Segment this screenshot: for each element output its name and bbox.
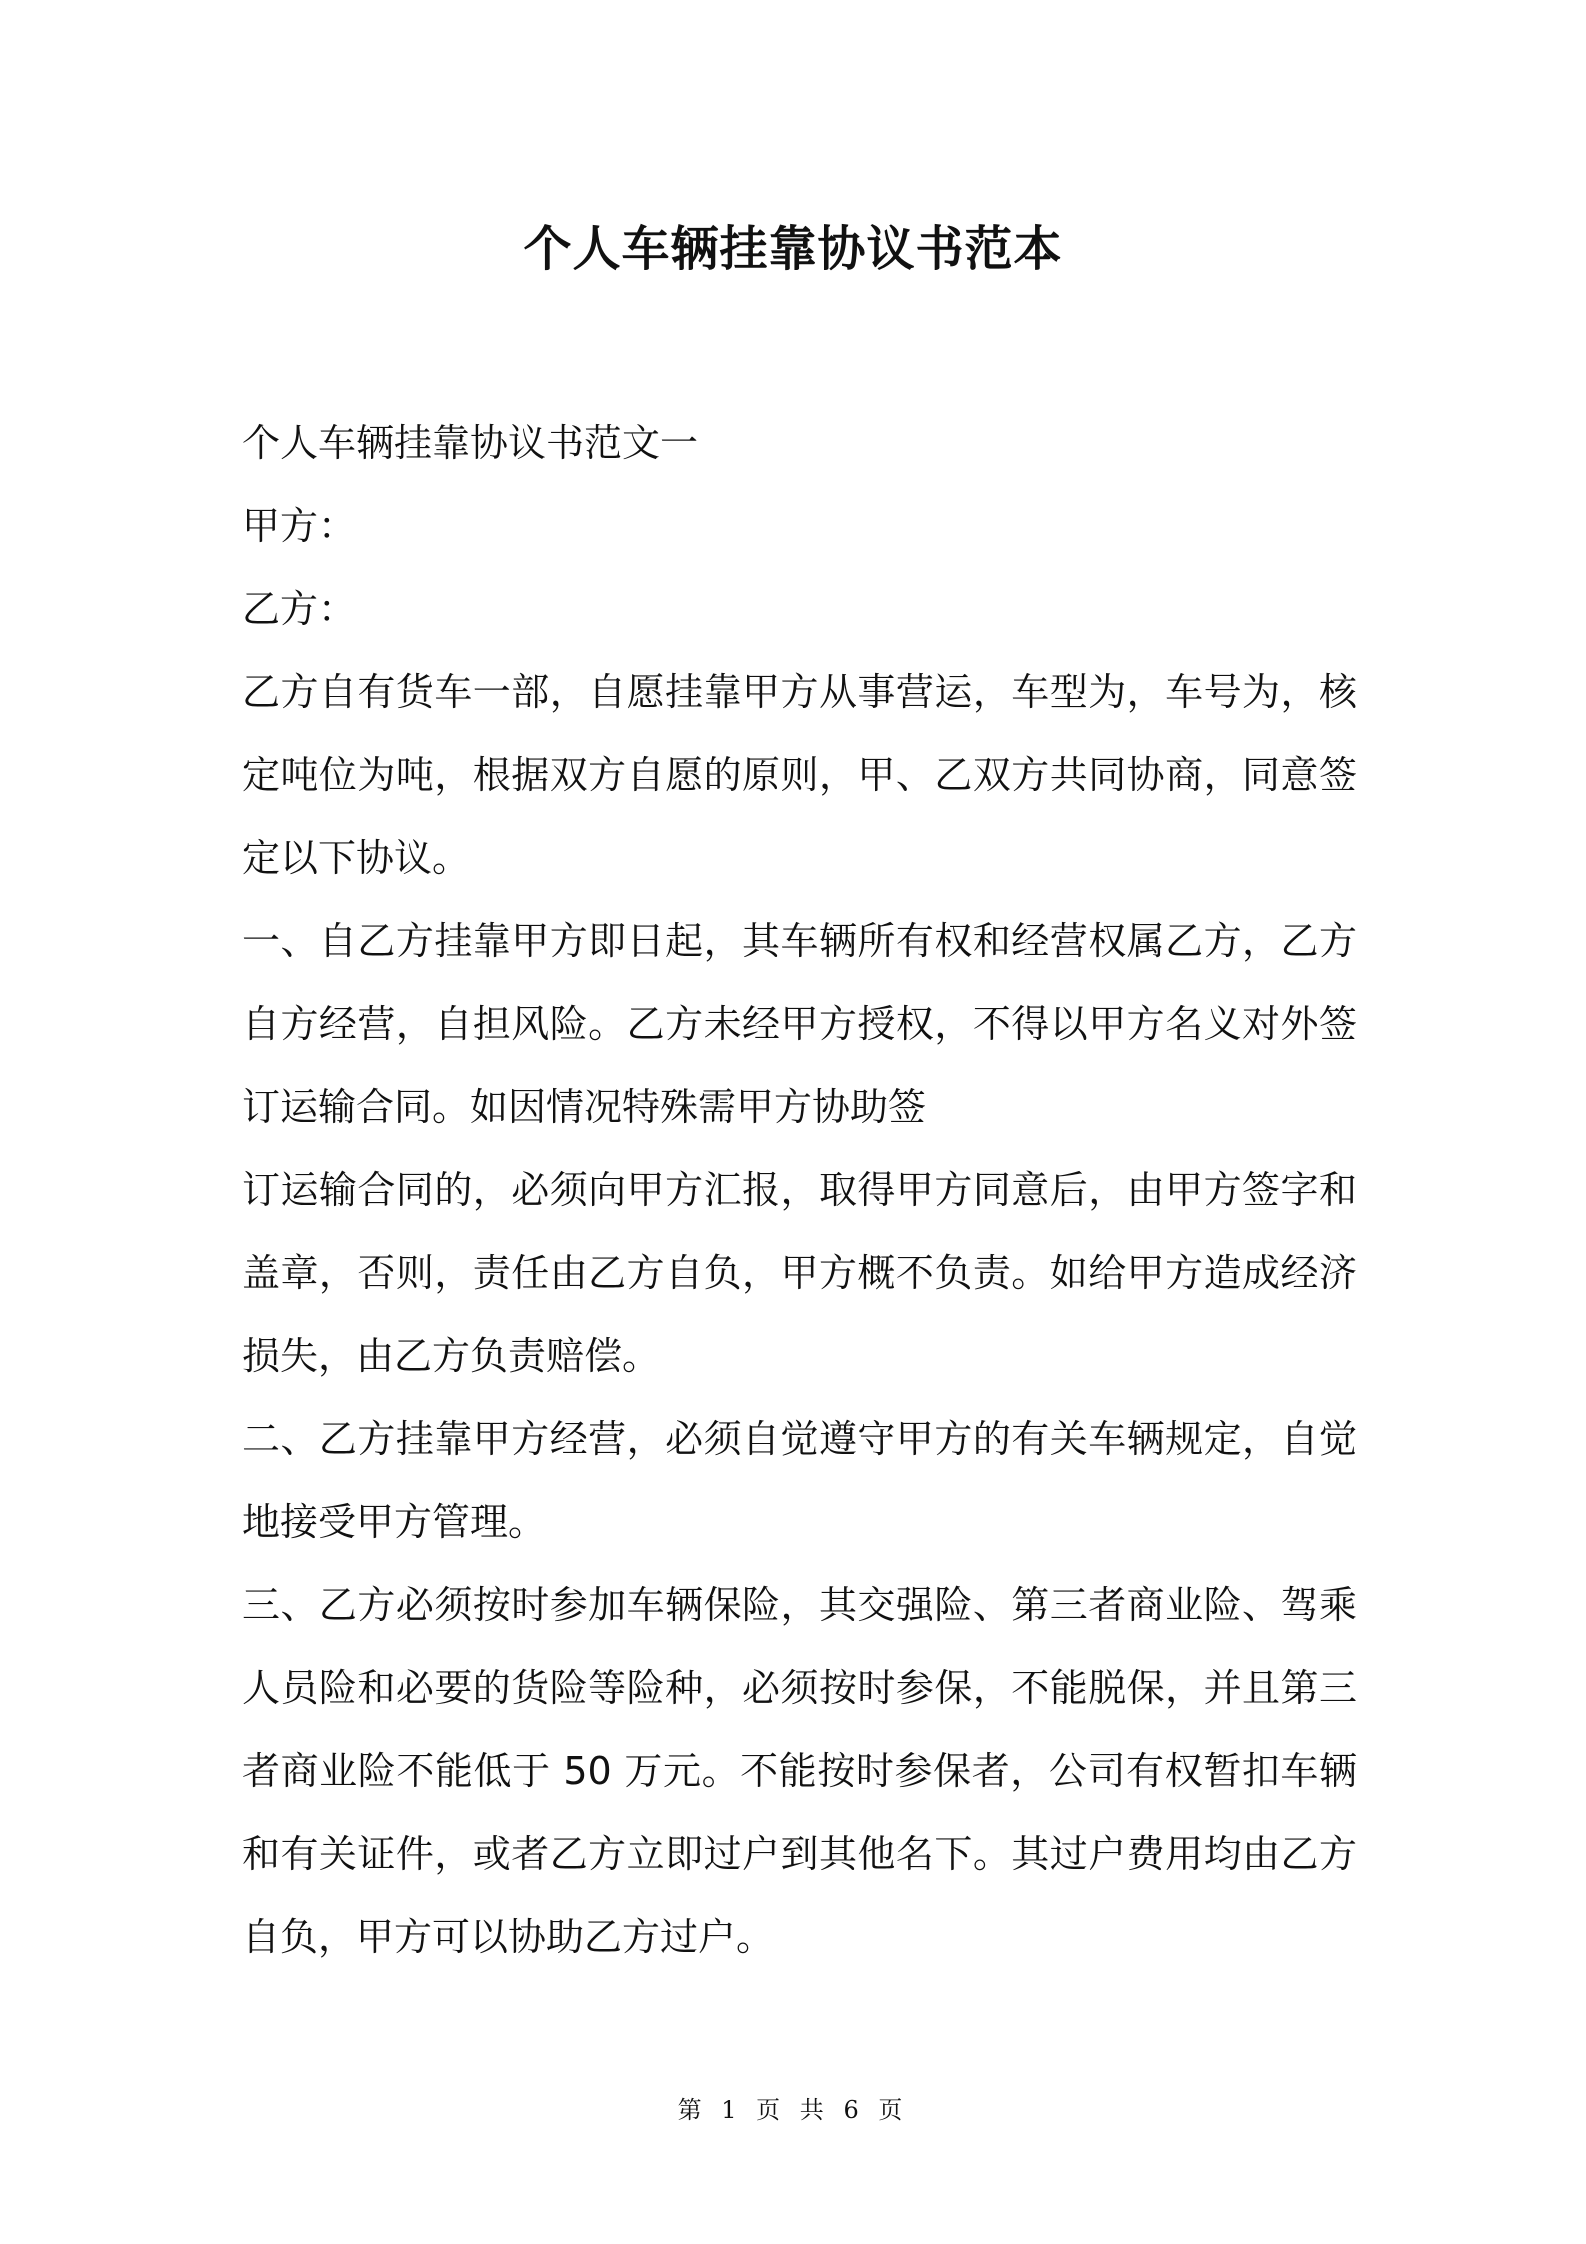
paragraph-clause-2: 二、乙方挂靠甲方经营，必须自觉遵守甲方的有关车辆规定，自觉地接受甲方管理。	[242, 1417, 1357, 1544]
paragraph-clause-1: 一、自乙方挂靠甲方即日起，其车辆所有权和经营权属乙方，乙方自方经营，自担风险。乙方未经甲方授权，不得以甲方名义对外签订运输合同。如因情况特殊需甲方协助签	[242, 919, 1357, 1129]
document-body	[242, 402, 1357, 1979]
paragraph-intro: 乙方自有货车一部，自愿挂靠甲方从事营运，车型为，车号为，核定吨位为吨，根据双方自愿的原则，甲、乙双方共同协商，同意签定以下协议。	[242, 670, 1357, 880]
paragraph-heading: 个人车辆挂靠协议书范文一	[242, 421, 699, 465]
page-footer: 第 1 页 共 6 页	[677, 2096, 909, 2124]
paragraph-clause-3: 三、乙方必须按时参加车辆保险，其交强险、第三者商业险、驾乘人员险和必要的货险等险种，必须按时参保，不能脱保，并且第三者商业险不能低于 50 万元。不能按时参保者，公司有权暂扣车辆和有关证件，或者乙方立即过户到其他名下。其过户费用均由乙方自负，甲方可以协助乙方过户。	[242, 1583, 1357, 1959]
paragraph-party-b: 乙方：	[242, 587, 357, 631]
paragraph-clause-1-continued: 订运输合同的，必须向甲方汇报，取得甲方同意后，由甲方签字和盖章，否则，责任由乙方自负，甲方概不负责。如给甲方造成经济损失，由乙方负责赔偿。	[242, 1168, 1357, 1378]
document-title: 个人车辆挂靠协议书范本	[523, 221, 1063, 277]
paragraph-party-a: 甲方：	[242, 504, 357, 548]
